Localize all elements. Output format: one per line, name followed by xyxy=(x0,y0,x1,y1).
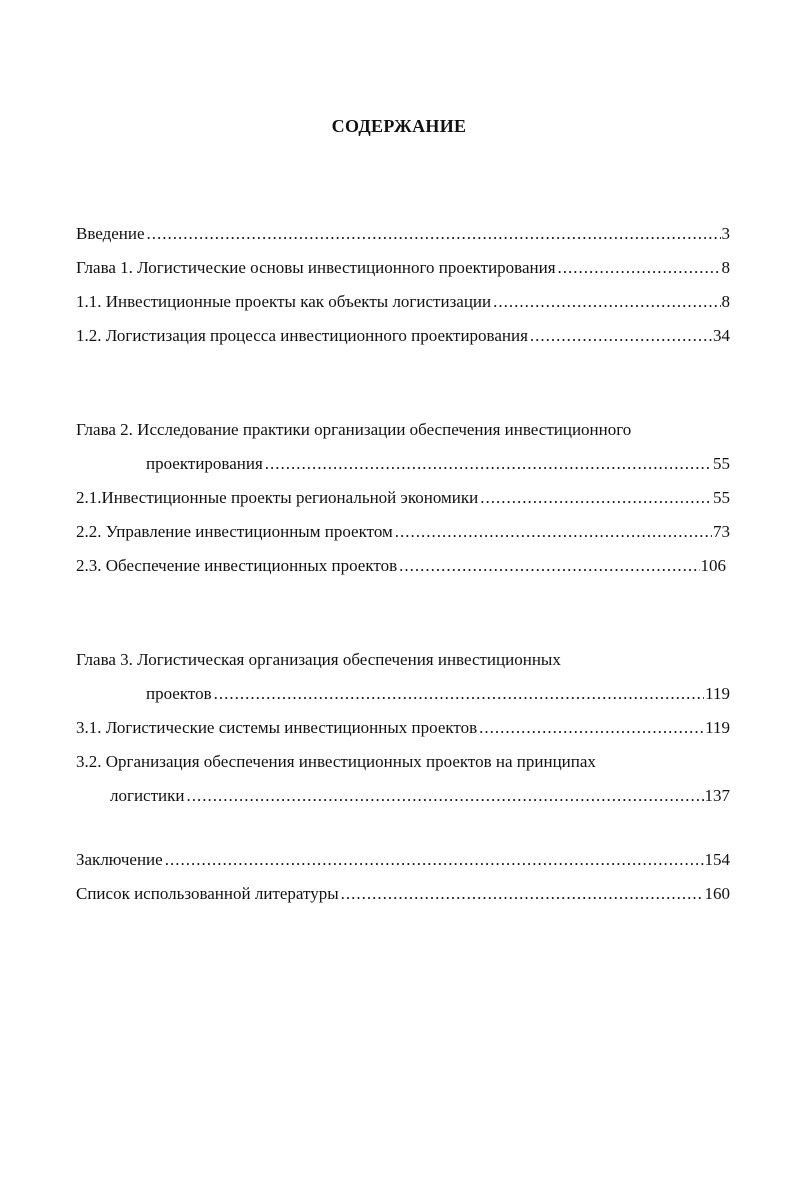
toc-entry-label: 3.2. Организация обеспечения инвестиционных проектов на принципах xyxy=(76,752,596,771)
toc-entry-label: 2.2. Управление инвестиционным проектом xyxy=(76,522,393,541)
leader-dots xyxy=(493,285,720,319)
leader-dots xyxy=(558,251,721,285)
leader-dots xyxy=(265,447,712,481)
toc-entry-label: 2.1.Инвестиционные проекты региональной экономики xyxy=(76,488,479,507)
page-title: СОДЕРЖАНИЕ xyxy=(331,116,467,136)
toc-entry-label: Список использованной литературы xyxy=(76,884,339,903)
toc-entry-label: Введение xyxy=(76,224,145,243)
toc-entry-label: Глава 1. Логистические основы инвестиционного проектирования xyxy=(76,258,556,277)
toc-entry-page: 106 xyxy=(700,556,726,575)
toc-entry-2-1[interactable] xyxy=(76,481,730,515)
toc-entry-2-2[interactable] xyxy=(76,515,730,549)
toc-entry-3-1[interactable] xyxy=(76,711,730,745)
toc-entry-chapter-3-line2[interactable] xyxy=(76,677,730,711)
toc-entry-page: 137 xyxy=(704,786,730,805)
toc-entry-introduction[interactable] xyxy=(76,217,730,251)
leader-dots xyxy=(395,515,712,549)
section-gap xyxy=(76,353,730,413)
toc-entry-3-2-line2[interactable] xyxy=(76,779,730,813)
toc-entry-chapter-1[interactable] xyxy=(76,251,730,285)
toc-entry-page: 119 xyxy=(705,684,730,703)
toc-entry-page: 8 xyxy=(721,258,730,277)
toc-entry-label: 1.2. Логистизация процесса инвестиционного проектирования xyxy=(76,326,528,345)
toc-entry-conclusion[interactable] xyxy=(76,843,730,877)
toc-entry-label: 2.3. Обеспечение инвестиционных проектов xyxy=(76,556,398,575)
toc-entry-label: Глава 2. Исследование практики организации обеспечения инвестиционного xyxy=(76,420,632,439)
leader-dots xyxy=(214,677,705,711)
toc-entry-chapter-3-line1[interactable] xyxy=(76,643,730,677)
toc-entry-2-3[interactable] xyxy=(76,549,726,583)
toc-entry-3-2-line1[interactable] xyxy=(76,745,730,779)
leader-dots xyxy=(147,217,721,251)
table-of-contents xyxy=(76,217,730,813)
toc-entry-page: 73 xyxy=(713,522,730,541)
toc-entry-label: логистики xyxy=(110,786,185,805)
toc-entry-page: 8 xyxy=(721,292,730,311)
section-gap xyxy=(76,583,730,643)
toc-entry-bibliography[interactable] xyxy=(76,877,730,911)
leader-dots xyxy=(480,481,712,515)
toc-entry-label: проектов xyxy=(146,684,212,703)
leader-dots xyxy=(165,843,704,877)
toc-entry-label: Глава 3. Логистическая организация обеспечения инвестиционных xyxy=(76,650,561,669)
toc-entry-1-2[interactable] xyxy=(76,319,730,353)
toc-entry-1-1[interactable] xyxy=(76,285,730,319)
toc-entry-page: 55 xyxy=(713,454,730,473)
table-of-contents-end xyxy=(76,843,730,911)
toc-entry-page: 3 xyxy=(721,224,730,243)
toc-entry-page: 119 xyxy=(705,718,730,737)
toc-entry-label: 3.1. Логистические системы инвестиционных проектов xyxy=(76,718,478,737)
leader-dots xyxy=(479,711,704,745)
toc-entry-label: 1.1. Инвестиционные проекты как объекты логистизации xyxy=(76,292,492,311)
toc-entry-chapter-2-line2[interactable] xyxy=(76,447,730,481)
leader-dots xyxy=(399,549,699,583)
toc-entry-page: 55 xyxy=(713,488,730,507)
toc-entry-page: 34 xyxy=(713,326,730,345)
leader-dots xyxy=(341,877,704,911)
toc-entry-page: 160 xyxy=(704,884,730,903)
leader-dots xyxy=(186,779,703,813)
toc-entry-chapter-2-line1[interactable] xyxy=(76,413,730,447)
toc-entry-label: Заключение xyxy=(76,850,163,869)
toc-entry-label: проектирования xyxy=(146,454,263,473)
toc-entry-page: 154 xyxy=(704,850,730,869)
leader-dots xyxy=(530,319,712,353)
